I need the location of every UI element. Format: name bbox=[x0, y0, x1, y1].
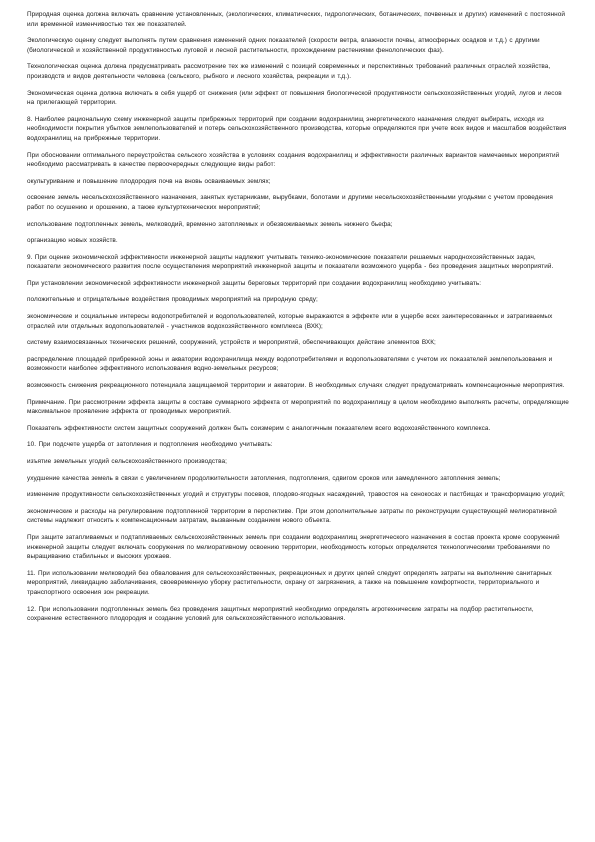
paragraph-section-9: 9. При оценке экономической эффективности инженерной защиты надлежит учитывать технико-экономические показатели решаемых народнохозяйственных задач, показатели экономического развития после осуществления мероприятий инженерной защиты и показатели возможного ущерба - без проведения защитных мероприятий. bbox=[27, 253, 554, 271]
list-item-water-users-interests: экономические и социальные интересы водопотребителей и водопользователей, которые выражаются в эффекте или в ущербе всех заинтересованных и затрагиваемых отраслей или отдельных водопользователей - участников водохозяйственного комплекса (ВХК); bbox=[27, 313, 553, 330]
paragraph-ecological-assessment: Экологическую оценку следует выполнять путем сравнения изменений одних показателей (скорости ветра, влажности почвы, атмосферных осадков и т.д.) с другими (биологической и хозяйственной продуктивностью луговой и лесной растительности, прохождением растениями фенологических фаз). bbox=[27, 37, 540, 54]
paragraph-optimal-restructuring: При обосновании оптимального переустройства сельского хозяйства в условиях создания водохранилищ и эффективности различных вариантов намечаемых мероприятий необходимо рассматривать в качестве первоочередных следующие виды работ: bbox=[27, 151, 560, 169]
paragraph-economic-assessment: Экономическая оценка должна включать в себя ущерб от снижения (или эффект от повышения биологической продуктивности сельскохозяйственных угодий, лугов и лесов на прилегающей территории. bbox=[27, 89, 562, 107]
paragraph-section-8: 8. Наиболее рациональную схему инженерной защиты прибрежных территорий при создании водохранилищ энергетического назначения следует выбирать, исходя из необходимости покрытия убытков землепользователей и потерь сельскохозяйственного производства, которые определяются при учете всех видов и масштабов воздействия водохранилищ на прибрежные территории. bbox=[27, 115, 567, 142]
list-item-environment-impact: положительные и отрицательные воздействия проводимых мероприятий на природную среду; bbox=[27, 296, 318, 304]
list-item-area-distribution: распределение площадей прибрежной зоны и акватории водохранилища между водопотребителями и водопользователями с учетом их показателей землепользования и возможности наиболее эффективного использования водно-земельных ресурсов; bbox=[27, 355, 553, 373]
list-item-technical-solutions: систему взаимосвязанных технических решений, сооружений, устройств и мероприятий, обеспечивающих действие элементов ВХК; bbox=[27, 339, 436, 347]
list-item-regulation-costs: экономические и расходы на регулирование подтопленной территории в перспективе. При этом дополнительные затраты по реконструкции существующей мелиоративной системы надлежит относить к компенсационным затратам, вызванным созданием нового объекта. bbox=[27, 507, 557, 525]
paragraph-land-protection: При защите затапливаемых и подтапливаемых сельскохозяйственных земель при создании водохранилищ энергетического назначения в состав проекта кроме сооружений инженерной защиты следует включать сооружения по мелиоративному освоению территории, необходимость которых определяется технологическими требованиями по выращиванию стабильных и высоких урожаев. bbox=[27, 533, 560, 561]
document-page bbox=[27, 10, 569, 631]
paragraph-note: Примечание. При рассмотрении эффекта защиты в составе суммарного эффекта от мероприятий по водохранилищу в целом необходимо выполнять расчеты, определяющие максимальное проявление эффекта от проводимых мероприятий. bbox=[27, 398, 569, 416]
list-item-flooded-lands-use: использование подтопленных земель, мелководий, временно затопляемых и обезвоживаемых земель нижнего бьефа; bbox=[27, 220, 393, 228]
paragraph-coastal-efficiency: При установлении экономической эффективности инженерной защиты береговых территорий при создании водохранилищ необходимо учитывать: bbox=[27, 279, 482, 287]
list-item-new-farms: организацию новых хозяйств. bbox=[27, 237, 118, 245]
paragraph-section-10: 10. При подсчете ущерба от затопления и подтопления необходимо учитывать: bbox=[27, 441, 273, 449]
list-item-land-quality: ухудшение качества земель в связи с увеличением продолжительности затопления, подтопления, сдвигом сроков или замедленного затопления земель; bbox=[27, 474, 501, 482]
list-item-land-withdrawal: изъятие земельных угодий сельскохозяйственного производства; bbox=[27, 458, 227, 465]
paragraph-efficiency-indicator: Показатель эффективности систем защитных сооружений должен быть соизмерим с аналогичным показателем всего водохозяйственного комплекса. bbox=[27, 424, 491, 432]
list-item-productivity-change: изменение продуктивности сельскохозяйственных угодий и структуры посевов, плодово-ягодных насаждений, травостоя на сенокосах и пастбищах и трансформацию угодий; bbox=[27, 491, 565, 499]
list-item-land-development: освоение земель несельскохозяйственного назначения, занятых кустарниками, вырубками, болотами и другими несельскохозяйственными угодьями с учетом проведения работ по осушению и орошению, а также культуртехнических мероприятий; bbox=[27, 194, 553, 211]
list-item-cultivation: окультуривание и повышение плодородия почв на вновь осваиваемых землях; bbox=[27, 177, 271, 185]
paragraph-section-12: 12. При использовании подтопленных земель без проведения защитных мероприятий необходимо определять агротехнические затраты на подбор растительности, сохранение естественного плодородия и создание условий для сельскохозяйственного использования. bbox=[27, 605, 534, 623]
paragraph-technological-assessment: Технологическая оценка должна предусматривать рассмотрение тех же изменений с позиций современных и перспективных требований различных отраслей хозяйства, производств и видов деятельности человека (сельского, рыбного и лесного хозяйства, рекреации и т.д.). bbox=[27, 63, 551, 80]
paragraph-natural-assessment: Природная оценка должна включать сравнение установленных, (экологических, климатических, гидрологических, ботанических, почвенных и других) изменений с постоянной или временной изменчивостью тех же показателей. bbox=[27, 11, 565, 28]
paragraph-section-11: 11. При использовании мелководий без обвалования для сельскохозяйственных, рекреационных и других целей следует определять затраты на выполнение санитарных мероприятий, ликвидацию заболачивания, своевременную уборку растительности, охрану от загрязнения, а также на повышение комфортности, территориального и транспортного освоения зон рекреации. bbox=[27, 569, 552, 596]
list-item-recreation-potential: возможность снижения рекреационного потенциала защищаемой территории и акватории. В необходимых случаях следует предусматривать компенсационные мероприятия. bbox=[27, 382, 565, 390]
